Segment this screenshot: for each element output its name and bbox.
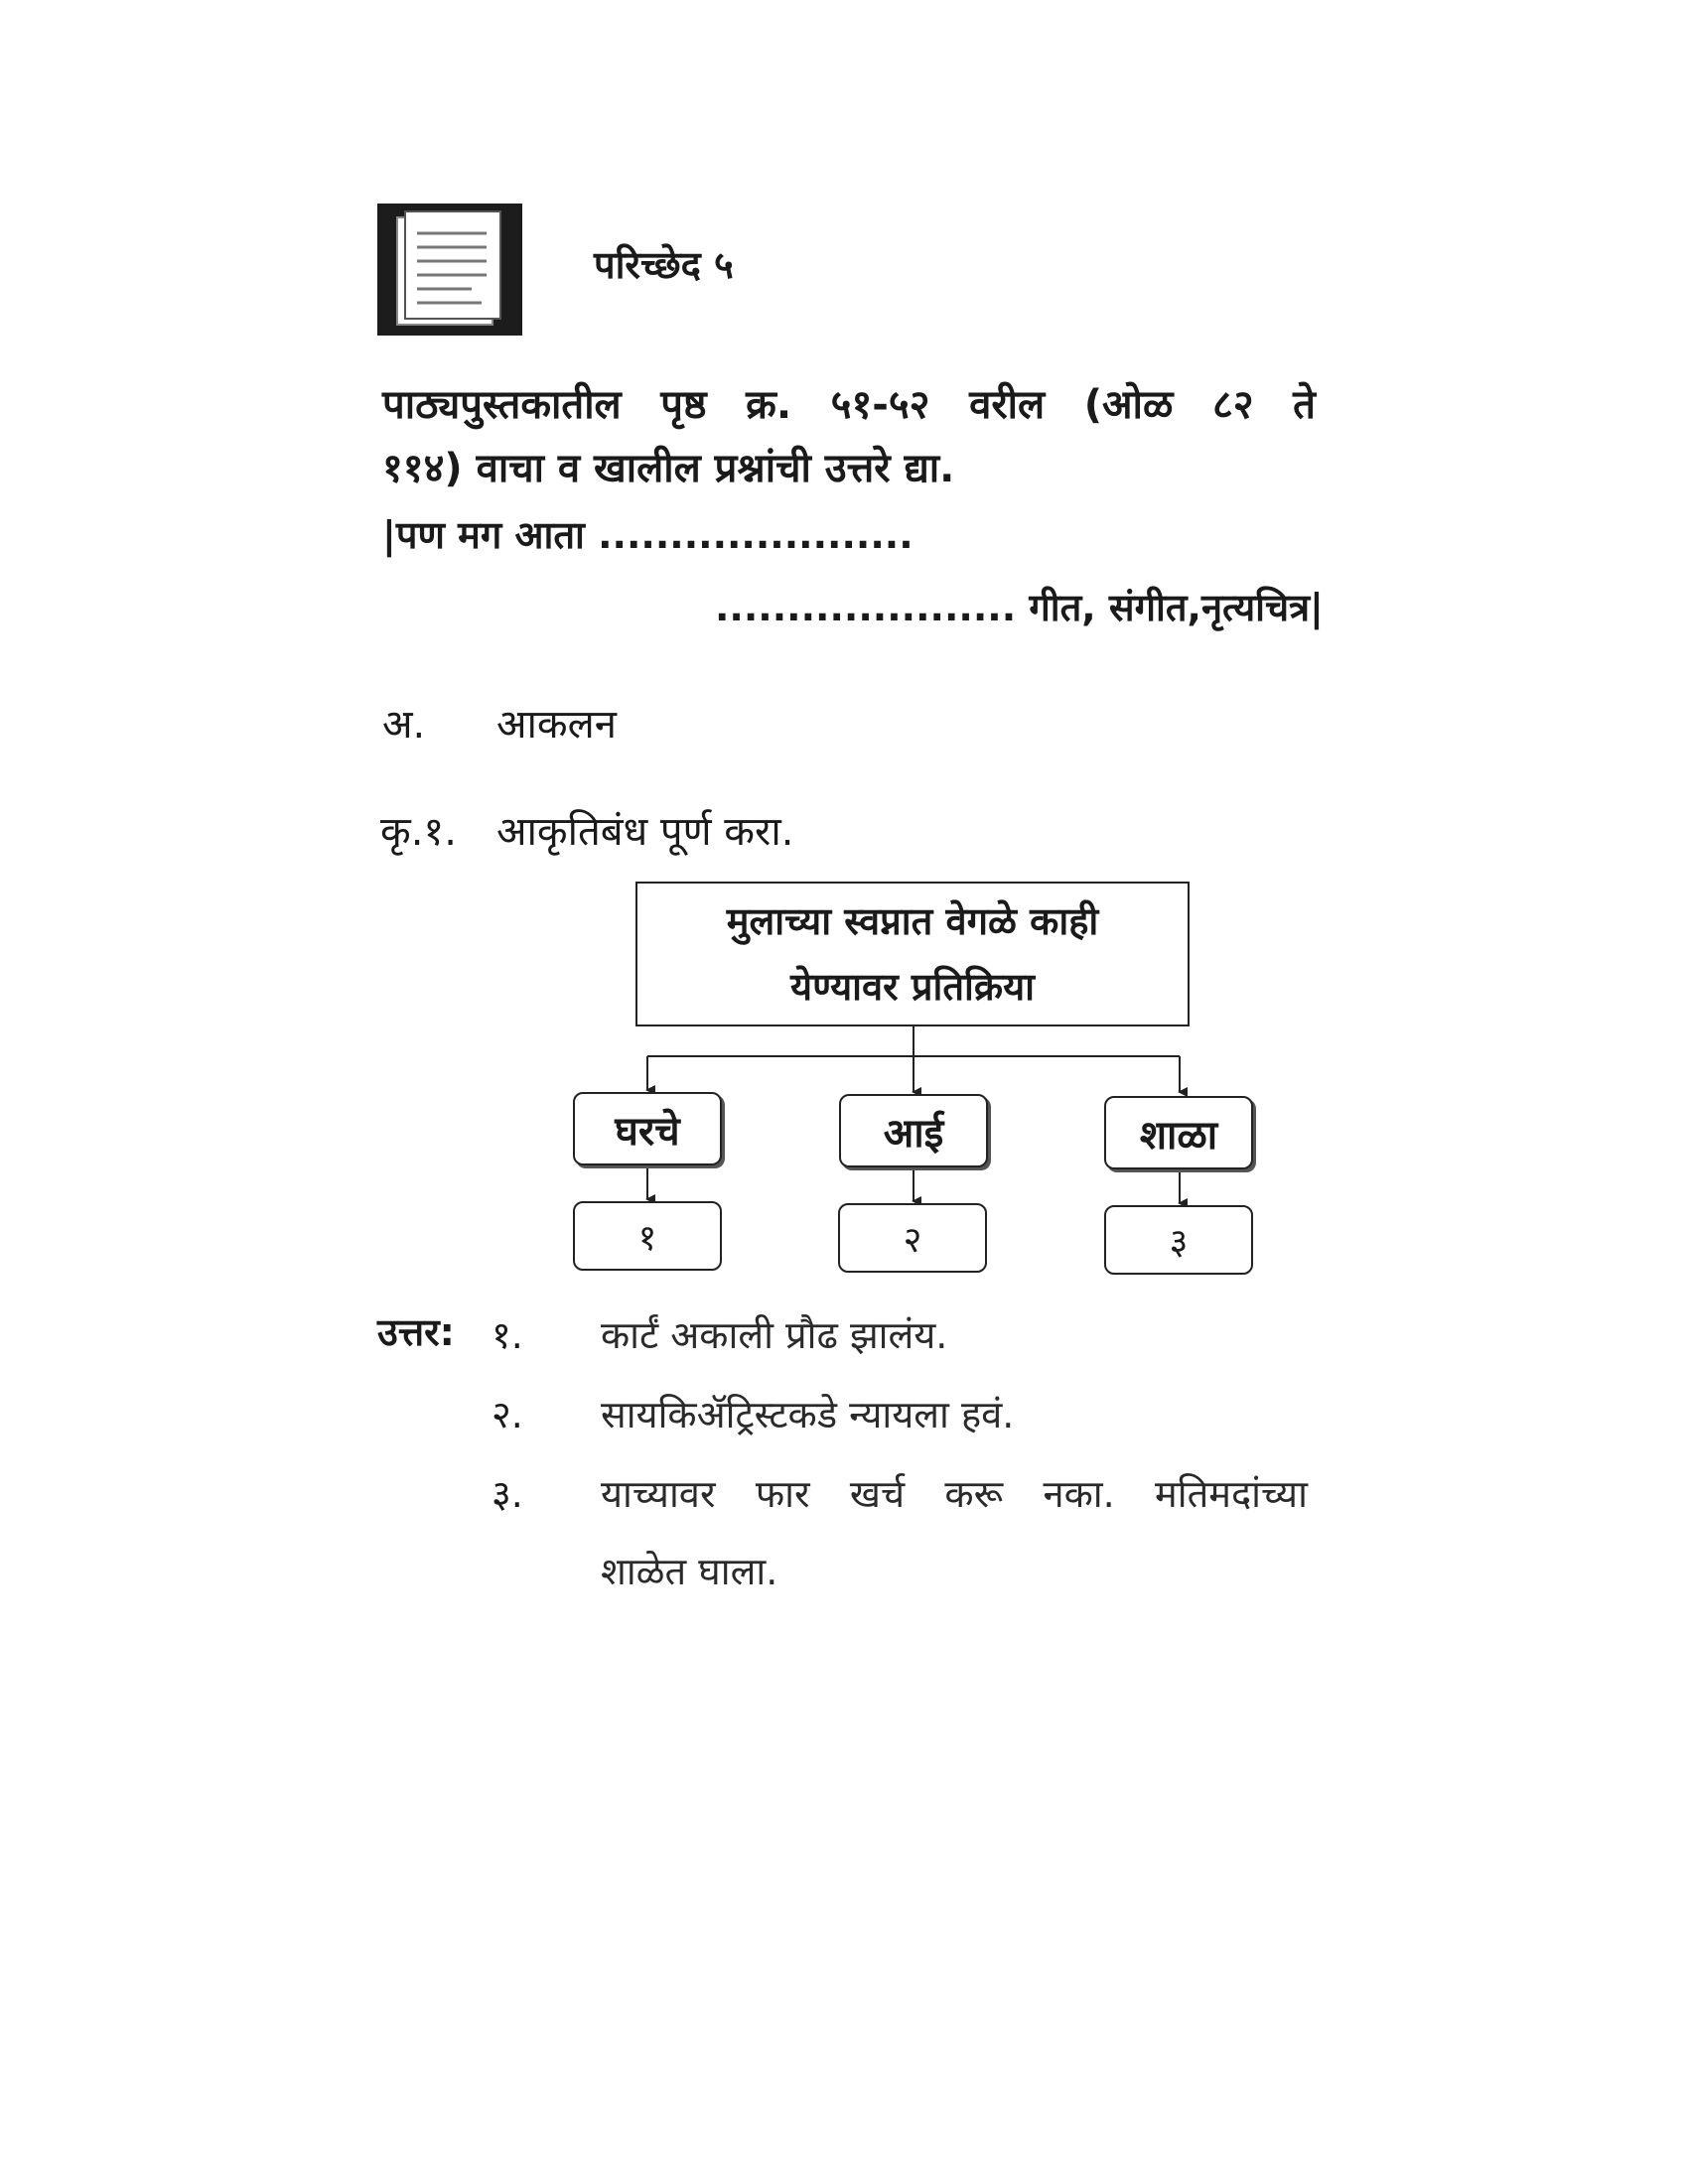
diagram-answer-box: २ bbox=[838, 1203, 987, 1273]
answer-word: नका. bbox=[1043, 1472, 1115, 1516]
instruction-word: ८२ bbox=[1211, 382, 1254, 428]
instruction-line-2: ११४) वाचा व खालील प्रश्नांची उत्तरे द्या. bbox=[382, 446, 955, 491]
instruction-word: (ओळ bbox=[1083, 382, 1174, 428]
diagram-answer-box: ३ bbox=[1104, 1205, 1253, 1275]
instruction-word: पृष्ठ bbox=[660, 382, 707, 428]
answer-number: ३. bbox=[492, 1472, 523, 1516]
excerpt-start: |पण मग आता ...................... bbox=[382, 513, 914, 557]
section-heading: परिच्छेद ५ bbox=[594, 243, 734, 287]
instruction-word: वरील bbox=[969, 382, 1046, 428]
answer-text: सायकिॲट्रिस्टकडे न्यायला हवं. bbox=[601, 1393, 1015, 1436]
answer-word: मतिमदांच्या bbox=[1155, 1472, 1308, 1516]
excerpt-end: ..................... गीत, संगीत,नृत्यचित्र| bbox=[715, 586, 1324, 629]
answer-number: १. bbox=[492, 1313, 523, 1357]
answer-word: फार bbox=[755, 1472, 810, 1516]
answer-text-line-2: शाळेत घाला. bbox=[601, 1550, 778, 1593]
answer-number: २. bbox=[492, 1393, 523, 1436]
diagram-main-line-1: मुलाच्या स्वप्नात वेगळे काही bbox=[726, 899, 1099, 943]
document-icon bbox=[377, 204, 531, 336]
answer-word: याच्यावर bbox=[601, 1472, 716, 1516]
answer-word: खर्च bbox=[849, 1472, 906, 1516]
section-label: अ. bbox=[382, 702, 426, 748]
answer-word: करू bbox=[944, 1472, 1004, 1516]
diagram-category-box: शाळा bbox=[1104, 1096, 1253, 1169]
answer-text: कार्टं अकाली प्रौढ झालंय. bbox=[601, 1313, 948, 1357]
instruction-word: क्र. bbox=[746, 382, 792, 428]
instruction-word: ५१-५२ bbox=[830, 382, 930, 428]
diagram-main-line-2: येण्यावर प्रतिक्रिया bbox=[790, 965, 1035, 1009]
answer-text-line-1 bbox=[601, 1467, 1308, 1519]
instruction-line-1 bbox=[382, 375, 1316, 430]
instruction-word: पाठ्यपुस्तकातील bbox=[382, 382, 622, 428]
diagram-answer-box: १ bbox=[573, 1201, 722, 1271]
section-title: आकलन bbox=[496, 702, 617, 748]
question-text: आकृतिबंध पूर्ण करा. bbox=[496, 809, 794, 855]
instruction-word: ते bbox=[1293, 382, 1316, 428]
answer-label: उत्तर: bbox=[377, 1310, 455, 1354]
diagram-main-box bbox=[635, 882, 1190, 1026]
diagram-category-box: घरचे bbox=[573, 1092, 722, 1165]
question-number: कृ.१. bbox=[380, 809, 457, 855]
diagram-category-box: आई bbox=[839, 1094, 988, 1167]
